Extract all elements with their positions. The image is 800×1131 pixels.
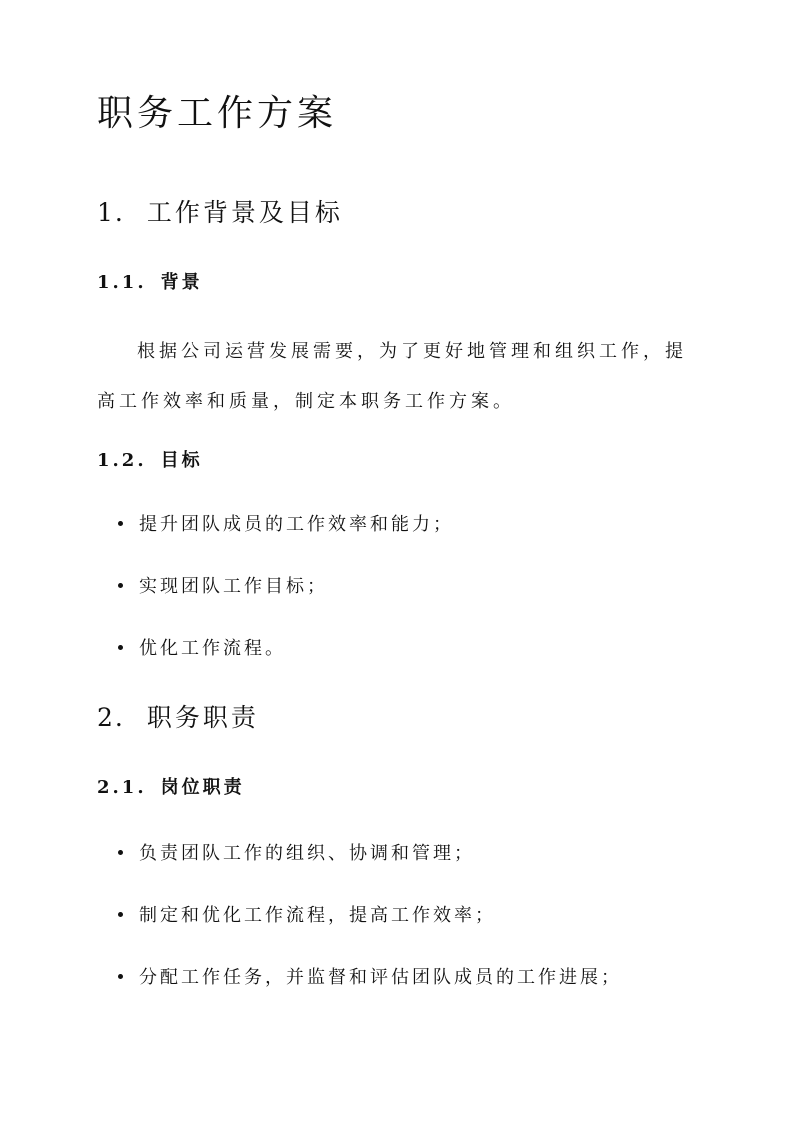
background-paragraph: 根据公司运营发展需要，为了更好地管理和组织工作，提高工作效率和质量，制定本职务工作方案。 xyxy=(97,341,687,412)
list-item xyxy=(118,845,475,863)
list-item-text: 分配工作任务，并监督和评估团队成员的工作进展； xyxy=(139,967,622,988)
bullet-icon xyxy=(118,521,123,526)
subsection-number-2-1: 2.1. xyxy=(97,777,147,798)
subsection-heading-1-2 xyxy=(97,452,203,470)
section-heading-1 xyxy=(97,200,343,225)
list-item-text: 优化工作流程。 xyxy=(139,638,286,659)
list-item-text: 提升团队成员的工作效率和能力； xyxy=(139,514,454,535)
bullet-icon xyxy=(118,912,123,917)
list-item-text: 负责团队工作的组织、协调和管理； xyxy=(139,843,475,864)
bullet-icon xyxy=(118,645,123,650)
list-item xyxy=(118,640,286,658)
list-item xyxy=(118,578,328,596)
subsection-heading-2-1 xyxy=(97,779,245,797)
bullet-icon xyxy=(118,974,123,979)
subsection-heading-1-1 xyxy=(97,274,203,292)
subsection-title-1-1: 背景 xyxy=(160,272,203,293)
subsection-title-2-1: 岗位职责 xyxy=(160,777,245,798)
page-title: 职务工作方案 xyxy=(97,93,338,134)
list-item xyxy=(118,907,496,925)
subsection-number-1-1: 1.1. xyxy=(97,272,147,293)
section-heading-2 xyxy=(97,705,259,730)
section-number-1: 1. xyxy=(97,198,125,227)
list-item-text: 制定和优化工作流程，提高工作效率； xyxy=(139,905,496,926)
subsection-number-1-2: 1.2. xyxy=(97,450,147,471)
list-item-text: 实现团队工作目标； xyxy=(139,576,328,597)
section-title-2: 职务职责 xyxy=(146,703,259,732)
section-number-2: 2. xyxy=(97,703,125,732)
bullet-icon xyxy=(118,850,123,855)
section-title-1: 工作背景及目标 xyxy=(146,198,343,227)
bullet-icon xyxy=(118,583,123,588)
subsection-title-1-2: 目标 xyxy=(160,450,203,471)
list-item xyxy=(118,969,622,987)
list-item xyxy=(118,516,454,534)
